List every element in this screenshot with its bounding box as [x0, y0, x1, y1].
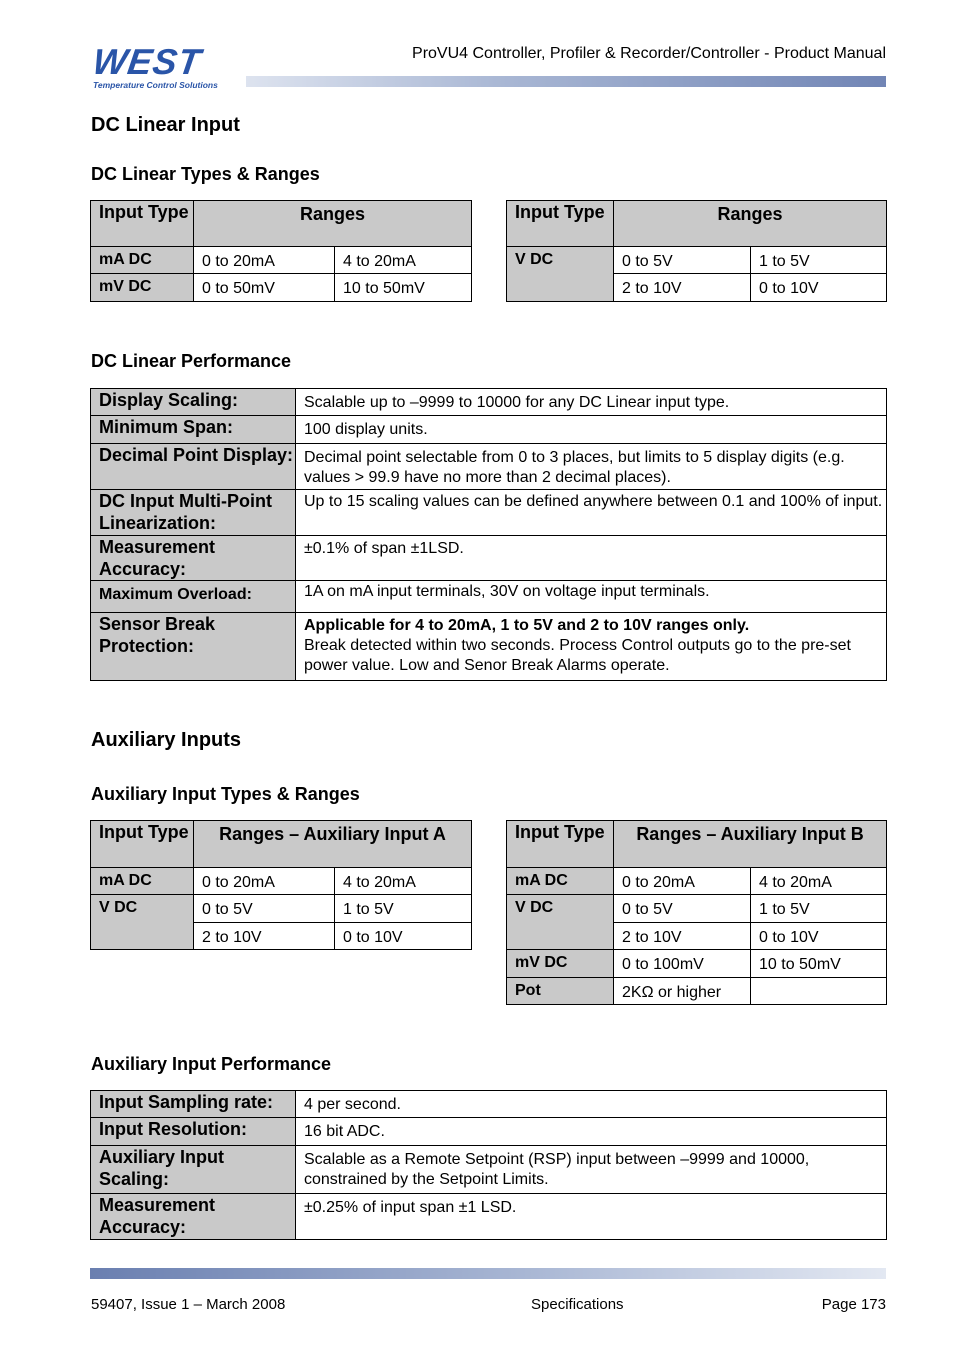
spec-value: Scalable as a Remote Setpoint (RSP) input between –9999 and 10000, constrained by the Setpoint Limits. — [296, 1146, 887, 1194]
document-title: ProVU4 Controller, Profiler & Recorder/Controller - Product Manual — [412, 45, 886, 62]
table-cell: 0 to 5V — [614, 247, 751, 274]
section-heading-dc-linear: DC Linear Input — [91, 114, 240, 136]
table-cell: 0 to 100mV — [614, 950, 751, 978]
footer-doc-id: 59407, Issue 1 – March 2008 — [91, 1296, 286, 1313]
col-header-ranges: Ranges — [194, 201, 472, 247]
col-header-input-type: Input Type — [507, 821, 614, 868]
spec-label: Input Resolution: — [91, 1118, 296, 1146]
dc-types-table-right — [506, 200, 887, 302]
spec-value: Up to 15 scaling values can be defined anywhere between 0.1 and 100% of input. — [296, 490, 887, 536]
table-row — [91, 274, 472, 302]
table-cell: 2 to 10V — [614, 923, 751, 950]
spec-label: Auxiliary Input Scaling: — [91, 1146, 296, 1194]
table-cell: 0 to 10V — [751, 274, 887, 302]
table-cell: 0 to 10V — [335, 923, 472, 950]
table-row — [91, 247, 472, 274]
row-label: V DC — [507, 895, 614, 950]
spec-label: Input Sampling rate: — [91, 1091, 296, 1118]
header-bar — [246, 76, 886, 87]
table-cell: 0 to 20mA — [194, 868, 335, 895]
table-cell: 0 to 10V — [751, 923, 887, 950]
table-row — [507, 247, 887, 274]
aux-types-table-a — [90, 820, 472, 950]
table-cell: 2 to 10V — [614, 274, 751, 302]
table-cell: 0 to 5V — [194, 895, 335, 923]
table-cell: 0 to 50mV — [194, 274, 335, 302]
col-header-ranges: Ranges — [614, 201, 887, 247]
section-heading-auxiliary: Auxiliary Inputs — [91, 729, 242, 751]
col-header-input-type: Input Type — [91, 201, 194, 247]
spec-label: Sensor Break Protection: — [91, 613, 296, 681]
spec-value: 4 per second. — [296, 1091, 887, 1118]
spec-label: Measurement Accuracy: — [91, 536, 296, 581]
row-label: mA DC — [91, 247, 194, 274]
table-row — [91, 1194, 887, 1240]
table-cell — [751, 978, 887, 1005]
spec-label: Measurement Accuracy: — [91, 1194, 296, 1240]
table-row — [91, 536, 887, 581]
subheading-aux-types: Auxiliary Input Types & Ranges — [91, 784, 360, 804]
dc-types-table-left — [90, 200, 472, 302]
table-cell: 4 to 20mA — [751, 868, 887, 895]
footer-section: Specifications — [531, 1296, 624, 1313]
row-label: Pot — [507, 978, 614, 1005]
table-cell: 10 to 50mV — [335, 274, 472, 302]
table-row — [91, 416, 887, 444]
logo-wordmark: WEST — [90, 41, 204, 82]
spec-value: Scalable up to –9999 to 10000 for any DC Linear input type. — [296, 389, 887, 416]
table-row — [91, 389, 887, 416]
spec-label: Display Scaling: — [91, 389, 296, 416]
table-cell: 1 to 5V — [751, 895, 887, 923]
table-row — [91, 1146, 887, 1194]
table-row — [91, 1091, 887, 1118]
aux-performance-table — [90, 1090, 887, 1240]
subheading-dc-types: DC Linear Types & Ranges — [91, 164, 320, 184]
table-row — [507, 895, 887, 923]
footer-page-number: Page 173 — [821, 1296, 886, 1313]
spec-value: ±0.25% of input span ±1 LSD. — [296, 1194, 887, 1240]
spec-label: Minimum Span: — [91, 416, 296, 444]
col-header-ranges: Ranges – Auxiliary Input A — [194, 821, 472, 868]
aux-types-table-b — [506, 820, 887, 1005]
spec-label: Decimal Point Display: — [91, 444, 296, 490]
table-cell: 0 to 20mA — [614, 868, 751, 895]
spec-value: 100 display units. — [296, 416, 887, 444]
dc-performance-table — [90, 388, 887, 681]
table-cell: 0 to 5V — [614, 895, 751, 923]
spec-label: Maximum Overload: — [91, 581, 296, 613]
table-row — [91, 490, 887, 536]
spec-value — [296, 613, 887, 681]
spec-value-text: Break detected within two seconds. Process Control outputs go to the pre-set power value. Low and Senor Break Alarms operate. — [304, 637, 851, 674]
row-label: mA DC — [507, 868, 614, 895]
spec-label: DC Input Multi-Point Linearization: — [91, 490, 296, 536]
col-header-input-type: Input Type — [91, 821, 194, 868]
table-cell: 1 to 5V — [335, 895, 472, 923]
footer-bar — [90, 1268, 886, 1279]
table-cell: 1 to 5V — [751, 247, 887, 274]
row-label: V DC — [91, 895, 194, 950]
spec-value: ±0.1% of span ±1LSD. — [296, 536, 887, 581]
west-logo — [90, 41, 245, 90]
table-row — [91, 1118, 887, 1146]
table-row — [91, 895, 472, 923]
table-cell: 2 to 10V — [194, 923, 335, 950]
table-row — [507, 868, 887, 895]
table-cell: 10 to 50mV — [751, 950, 887, 978]
spec-value-emphasis: Applicable for 4 to 20mA, 1 to 5V and 2 to 10V ranges only. — [304, 617, 750, 634]
row-label: mV DC — [91, 274, 194, 302]
table-row — [507, 950, 887, 978]
table-row — [91, 444, 887, 490]
table-cell: 2KΩ or higher — [614, 978, 751, 1005]
col-header-ranges: Ranges – Auxiliary Input B — [614, 821, 887, 868]
subheading-aux-performance: Auxiliary Input Performance — [91, 1054, 332, 1074]
table-row — [507, 978, 887, 1005]
table-cell: 0 to 20mA — [194, 247, 335, 274]
spec-value: 16 bit ADC. — [296, 1118, 887, 1146]
table-row — [91, 613, 887, 681]
table-cell: 4 to 20mA — [335, 868, 472, 895]
row-label: mA DC — [91, 868, 194, 895]
spec-value: Decimal point selectable from 0 to 3 places, but limits to 5 display digits (e.g. values > 99.9 have no more than 2 decimal places). — [296, 444, 887, 490]
table-cell: 4 to 20mA — [335, 247, 472, 274]
col-header-input-type: Input Type — [507, 201, 614, 247]
logo-tagline: Temperature Control Solutions — [93, 80, 218, 90]
table-row — [91, 868, 472, 895]
subheading-dc-performance: DC Linear Performance — [91, 351, 292, 371]
spec-value: 1A on mA input terminals, 30V on voltage input terminals. — [296, 581, 887, 613]
row-label: V DC — [507, 247, 614, 302]
table-row — [91, 581, 887, 613]
row-label: mV DC — [507, 950, 614, 978]
